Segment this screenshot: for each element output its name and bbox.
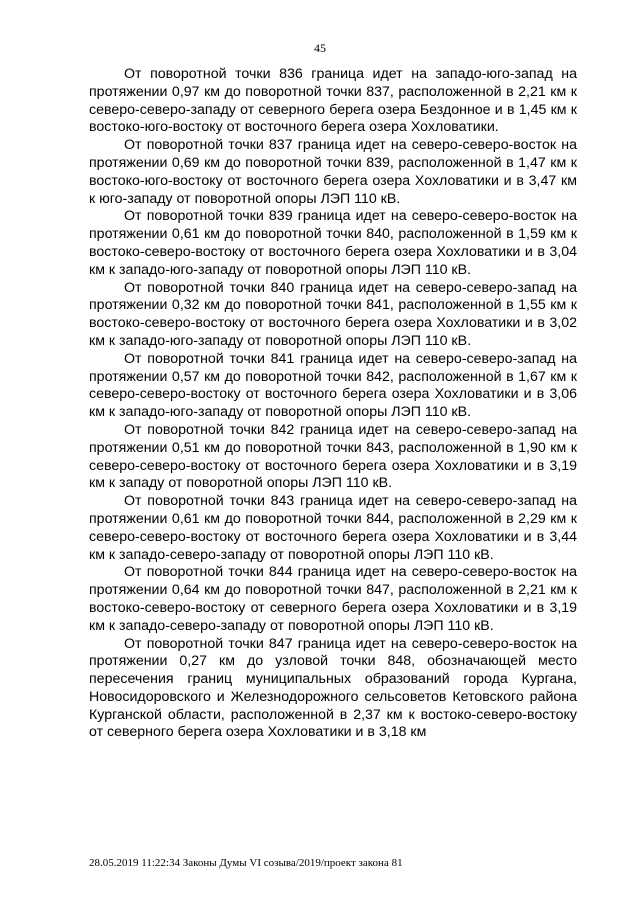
paragraph-837: От поворотной точки 837 граница идет на северо-северо-восток на протяжении 0,69 км до поворотной точки 839, расположенной в 1,47 км к востоко-юго-востоку от восточного берега озера Хохловатики и в 3,47 км к юго-западу от поворотной опоры ЛЭП 110 кВ. bbox=[89, 137, 577, 207]
page-number: 45 bbox=[314, 41, 326, 55]
paragraph-847: От поворотной точки 847 граница идет на северо-северо-восток на протяжении 0,27 км до узловой точки 848, обозначающей место пересечения границ муниципальных образований города Кургана, Новосидоровского и Железнодорожного сельсоветов Кетовского района Курганской области, расположенной в 2,37 км к востоко-северо-востоку от северного берега озера Хохловатики и в 3,18 км bbox=[89, 635, 577, 741]
paragraph-844: От поворотной точки 844 граница идет на северо-северо-восток на протяжении 0,64 км до поворотной точки 847, расположенной в 2,21 км к востоко-северо-востоку от северного берега озера Хохловатики и в 3,19 км к западо-северо-западу от поворотной опоры ЛЭП 110 кВ. bbox=[89, 564, 577, 634]
paragraph-840: От поворотной точки 840 граница идет на северо-северо-запад на протяжении 0,32 км до поворотной точки 841, расположенной в 1,55 км к востоко-северо-востоку от восточного берега озера Хохловатики и в 3,02 км к западо-юго-западу от поворотной опоры ЛЭП 110 кВ. bbox=[89, 279, 577, 349]
document-body bbox=[89, 66, 577, 742]
paragraph-842: От поворотной точки 842 граница идет на северо-северо-запад на протяжении 0,51 км до поворотной точки 843, расположенной в 1,90 км к северо-северо-востоку от восточного берега озера Хохловатики и в 3,19 км к западу от поворотной опоры ЛЭП 110 кВ. bbox=[89, 421, 577, 492]
document-footer: 28.05.2019 11:22:34 Законы Думы VI созыва/2019/проект закона 81 bbox=[89, 857, 403, 869]
paragraph-841: От поворотной точки 841 граница идет на северо-северо-запад на протяжении 0,57 км до поворотной точки 842, расположенной в 1,67 км к северо-северо-востоку от восточного берега озера Хохловатики и в 3,06 км к западо-юго-западу от поворотной опоры ЛЭП 110 кВ. bbox=[89, 350, 577, 421]
paragraph-836: От поворотной точки 836 граница идет на западо-юго-запад на протяжении 0,97 км до поворотной точки 837, расположенной в 2,21 км к северо-северо-западу от северного берега озера Бездонное и в 1,45 км к востоко-юго-востоку от восточного берега озера Хохловатики. bbox=[89, 66, 577, 136]
paragraph-839: От поворотной точки 839 граница идет на северо-северо-восток на протяжении 0,61 км до поворотной точки 840, расположенной в 1,59 км к востоко-северо-востоку от восточного берега озера Хохловатики и в 3,04 км к западо-юго-западу от поворотной опоры ЛЭП 110 кВ. bbox=[89, 208, 577, 278]
paragraph-843: От поворотной точки 843 граница идет на северо-северо-запад на протяжении 0,61 км до поворотной точки 844, расположенной в 2,29 км к северо-северо-востоку от восточного берега озера Хохловатики и в 3,44 км к западо-северо-западу от поворотной опоры ЛЭП 110 кВ. bbox=[89, 493, 577, 563]
